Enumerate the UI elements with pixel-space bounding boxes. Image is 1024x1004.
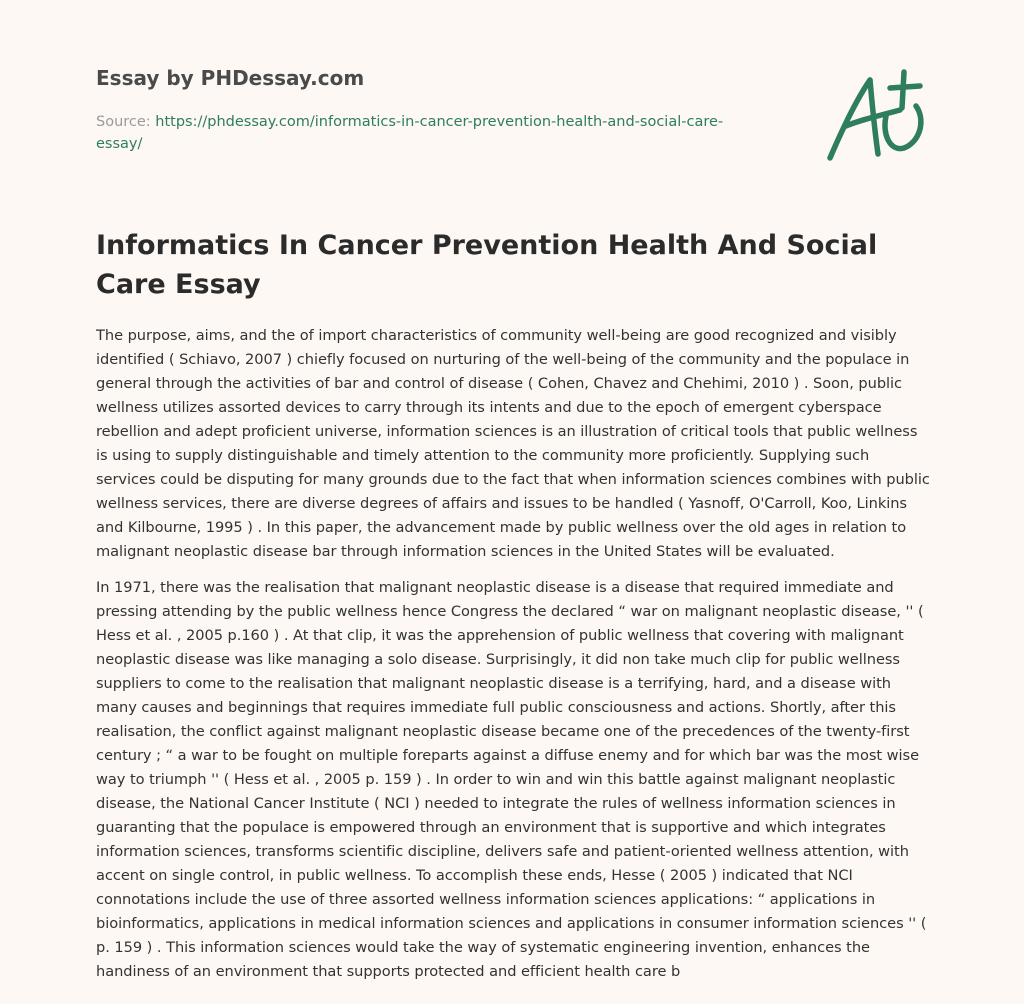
source-line <box>96 111 756 155</box>
essay-paragraph: In 1971, there was the realisation that malignant neoplastic disease is a disease that required immediate and pressing attending by the public wellness hence Congress the declared “ war on malignant neoplastic disease, '' ( Hess et al. , 2005 p.160 ) . At that clip, it was the apprehension of public wellness that covering with malignant neoplastic disease was like managing a solo disease. Surprisingly, it did non take much clip for public wellness suppliers to come to the realisation that malignant neoplastic disease is a terrifying, hard, and a disease with many causes and beginnings that requires immediate full public consciousness and actions. Shortly, after this realisation, the conflict against malignant neoplastic disease became one of the precedences of the twenty-first century ; “ a war to be fought on multiple foreparts against a diffuse enemy and for which bar was the most wise way to triumph '' ( Hess et al. , 2005 p. 159 ) . In order to win and win this battle against malignant neoplastic disease, the National Cancer Institute ( NCI ) needed to integrate the rules of wellness information sciences in guaranting that the populace is empowered through an environment that is supportive and which integrates information sciences, transforms scientific discipline, delivers safe and patient-oriented wellness attention, with accent on single control, in public wellness. To accomplish these ends, Hesse ( 2005 ) indicated that NCI connotations include the use of three assorted wellness information sciences applications: “ applications in bioinformatics, applications in medical information sciences and applications in consumer information sciences '' ( p. 159 ) . This information sciences would take the way of systematic engineering invention, enhances the handiness of an environment that supports protected and efficient health care b <box>96 579 927 980</box>
site-brand: Essay by PHDessay.com <box>96 66 365 90</box>
essay-title: Informatics In Cancer Prevention Health And Social Care Essay <box>96 230 878 300</box>
source-label: Source: <box>96 114 151 130</box>
source-link[interactable]: https://phdessay.com/informatics-in-cancer-prevention-health-and-social-care-essay/ <box>96 114 724 152</box>
a-plus-grade-logo-icon <box>820 68 930 168</box>
page-header <box>96 64 776 155</box>
essay-body <box>96 324 930 1004</box>
essay-paragraph: The purpose, aims, and the of import characteristics of community well-being are good recognized and visibly identified ( Schiavo, 2007 ) chiefly focused on nurturing of the well-being of the community and the populace in general through the activities of bar and control of disease ( Cohen, Chavez and Chehimi, 2010 ) . Soon, public wellness utilizes assorted devices to carry through its intents and due to the epoch of emergent cyberspace rebellion and adept proficient universe, information sciences is an illustration of critical tools that public wellness is using to supply distinguishable and timely attention to the community more proficiently. Supplying such services could be disputing for many grounds due to the fact that when information sciences combines with public wellness services, there are diverse degrees of affairs and issues to be handled ( Yasnoff, O'Carroll, Koo, Linkins and Kilbourne, 1995 ) . In this paper, the advancement made by public wellness over the old ages in relation to malignant neoplastic disease bar through information sciences in the United States will be evaluated. <box>96 327 930 560</box>
